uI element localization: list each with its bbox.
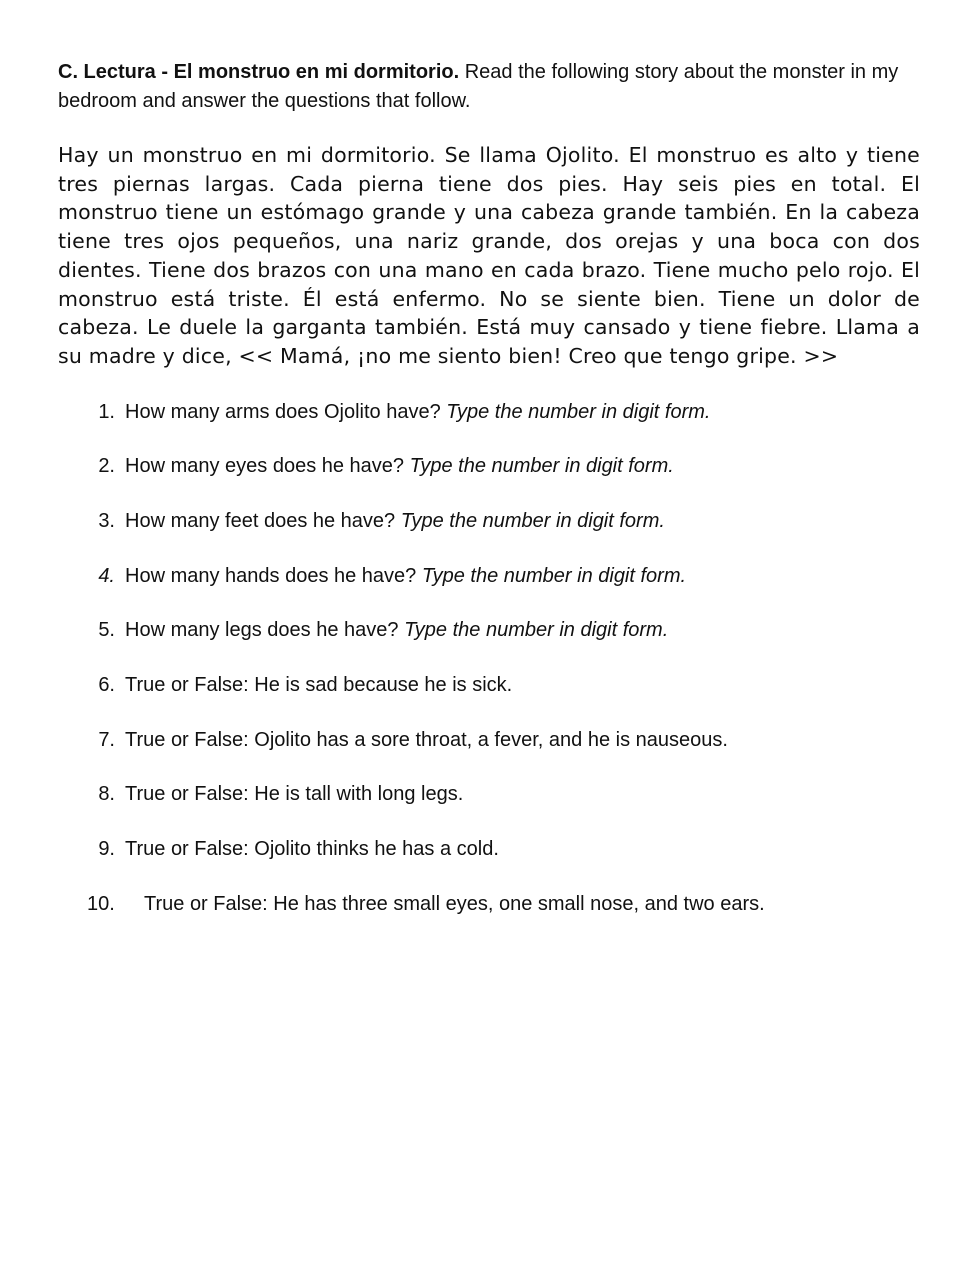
question-number: 10. — [87, 892, 115, 915]
question-text: True or False: He is sad because he is sick. — [125, 674, 513, 697]
question-text: True or False: He has three small eyes, one small nose, and two ears. — [144, 892, 765, 915]
question-item — [58, 565, 920, 620]
question-item — [58, 510, 920, 565]
question-number: 4. — [98, 564, 115, 587]
question-number: 5. — [98, 619, 115, 642]
question-number: 7. — [98, 728, 115, 751]
question-item — [58, 893, 920, 948]
question-text: True or False: He is tall with long legs. — [125, 783, 464, 806]
question-hint: Type the number in digit form. — [404, 619, 669, 642]
question-text: How many eyes does he have? — [125, 455, 410, 478]
question-item — [58, 674, 920, 729]
question-number: 1. — [98, 400, 115, 423]
question-hint: Type the number in digit form. — [446, 400, 711, 423]
question-item — [58, 783, 920, 838]
section-intro — [58, 58, 920, 116]
question-list — [58, 401, 920, 948]
story-paragraph: Hay un monstruo en mi dormitorio. Se llama Ojolito. El monstruo es alto y tiene tres piernas largas. Cada pierna tiene dos pies. Hay seis pies en total. El monstruo tiene un estómago grande y una cabeza grande también. En la cabeza tiene tres ojos pequeños, una nariz grande, dos orejas y una boca con dos dientes. Tiene dos brazos con una mano en cada brazo. Tiene mucho pelo rojo. El monstruo está triste. Él está enfermo. No se siente bien. Tiene un dolor de cabeza. Le duele la garganta también. Está muy cansado y tiene fiebre. Llama a su madre y dice, << Mamá, ¡no me siento bien! Creo que tengo gripe. >> — [58, 143, 920, 368]
question-item — [58, 619, 920, 674]
document-page — [58, 58, 920, 948]
question-item — [58, 455, 920, 510]
question-item — [58, 838, 920, 893]
question-hint: Type the number in digit form. — [400, 510, 665, 532]
question-number: 2. — [98, 455, 115, 478]
question-text: True or False: Ojolito thinks he has a cold. — [125, 838, 499, 861]
section-title: C. Lectura - El monstruo en mi dormitorio. — [58, 61, 460, 83]
question-hint: Type the number in digit form. — [409, 455, 674, 478]
question-text: How many legs does he have? — [125, 619, 405, 642]
question-text: True or False: Ojolito has a sore throat, a fever, and he is nauseous. — [125, 728, 728, 751]
question-item — [58, 401, 920, 456]
question-text: How many arms does Ojolito have? — [125, 400, 447, 423]
question-item — [58, 729, 920, 784]
question-number: 8. — [98, 783, 115, 806]
question-text: How many hands does he have? — [125, 564, 422, 587]
question-number: 3. — [98, 510, 115, 532]
question-text: How many feet does he have? — [125, 510, 401, 532]
section-instructions: Read the following story about the monster in my bedroom and answer the questions that follow. — [58, 61, 899, 112]
question-number: 6. — [98, 674, 115, 697]
question-hint: Type the number in digit form. — [421, 564, 687, 587]
question-number: 9. — [98, 838, 115, 861]
